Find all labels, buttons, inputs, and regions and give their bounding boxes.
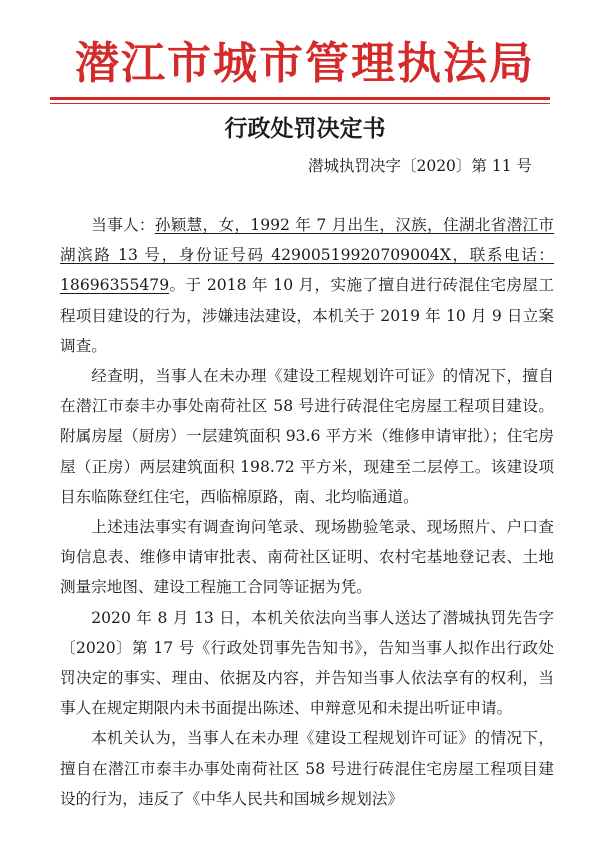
document-title: 行政处罚决定书	[224, 115, 386, 142]
document-number: 潜城执罚决字〔2020〕第 11 号	[307, 157, 532, 175]
party-label: 当事人：	[91, 216, 155, 234]
paragraph-party	[60, 210, 554, 361]
organization-title: 潜江市城市管理执法局	[75, 38, 535, 89]
party-rest: 。于 2018 年 10 月，实施了擅自进行砖混住宅房屋工程项目建设的行为，涉嫌违法建设，本机关于 2019 年 10 月 9 日立案调查。	[60, 276, 554, 355]
party-details: 孙颖慧，女，1992 年 7 月出生，汉族，住湖北省潜江市湖滨路 13 号，身份证号码 42900519920709004X，联系电话：18696355479	[60, 216, 554, 295]
paragraph-evidence: 上述违法事实有调查询问笔录、现场勘验笔录、现场照片、户口查询信息表、维修申请审批表、南荷社区证明、农村宅基地登记表、土地测量宗地图、建设工程施工合同等证据为凭。	[60, 518, 554, 597]
paragraph-opinion: 本机关认为，当事人在未办理《建设工程规划许可证》的情况下，擅自在潜江市泰丰办事处南荷社区 58 号进行砖混住宅房屋工程项目建设的行为，违反了《中华人民共和国城乡规划法》	[60, 729, 554, 808]
red-rule-thin	[50, 103, 550, 104]
paragraph-notice: 2020 年 8 月 13 日，本机关依法向当事人送达了潜城执罚先告字〔2020〕第 17 号《行政处罚事先告知书》，告知当事人拟作出行政处罚决定的事实、理由、依据及内容，并告知当事人依法享有的权利，当事人在规定期限内未书面提出陈述、申辩意见和未提出听证申请。	[60, 608, 554, 718]
paragraph-findings: 经查明，当事人在未办理《建设工程规划许可证》的情况下，擅自在潜江市泰丰办事处南荷社区 58 号进行砖混住宅房屋工程项目建设。附属房屋（厨房）一层建筑面积 93.6 平方米（维修申请审批）；住宅房屋（正房）两层建筑面积 198.72 平方米，现建至二层停工。该建设项目东临陈登红住宅，西临棉原路，南、北均临通道。	[60, 367, 554, 506]
document-body	[60, 210, 554, 814]
red-rule-thick	[50, 97, 550, 100]
